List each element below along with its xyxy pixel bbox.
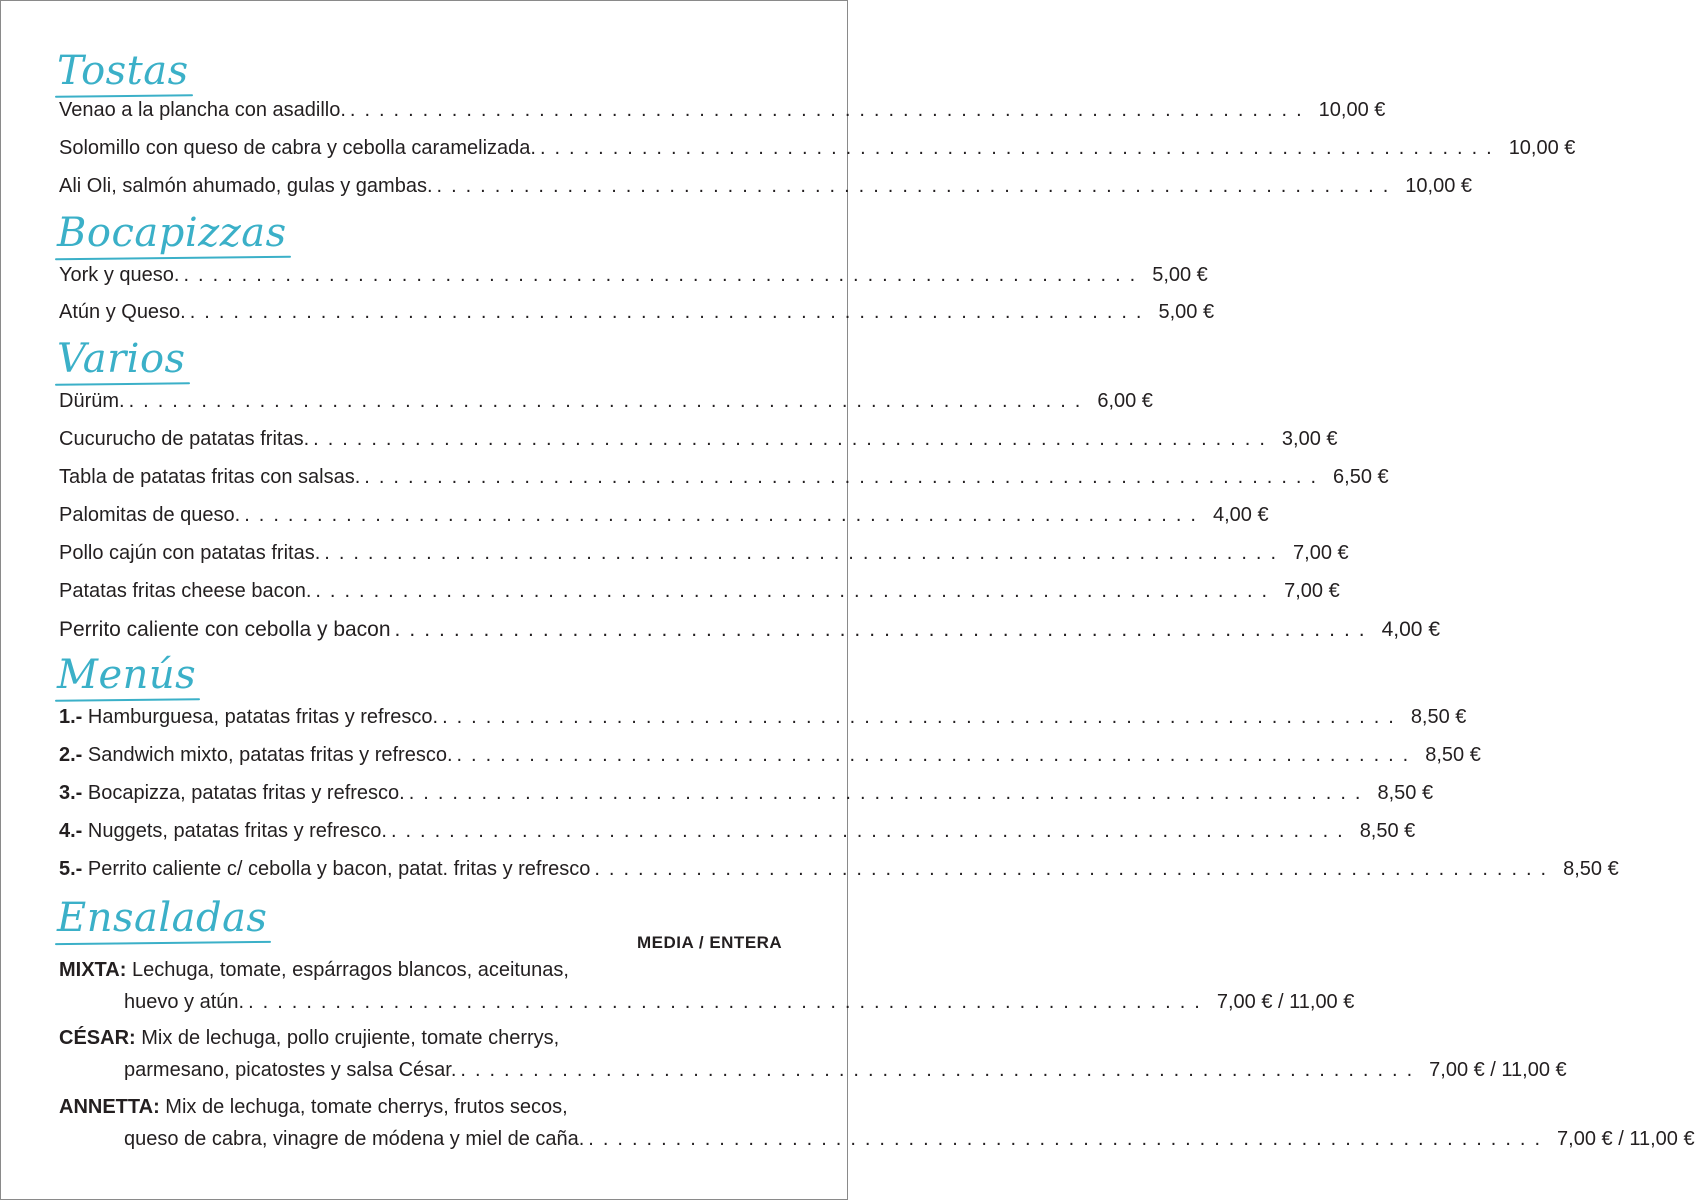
menu-item: parmesano, picatostes y salsa César. .................................................................. 7,00 € / 11,00 € <box>124 1059 1567 1081</box>
menu-item: Perrito caliente con cebolla y bacon .................................................................. 4,00 € <box>59 618 1440 641</box>
section-title-menus: Menús <box>57 655 196 695</box>
menu-item: Pollo cajún con patatas fritas. .................................................................. 7,00 € <box>59 542 1349 564</box>
salad-name: CÉSAR: <box>59 1027 136 1049</box>
menu-item: 5.- Perrito caliente c/ cebolla y bacon, patat. fritas y refresco .................................................................. 8,50 € <box>59 858 1619 880</box>
salad-description: MIXTA: Lechuga, tomate, espárragos blancos, aceitunas, <box>59 959 569 981</box>
item-price: 8,50 € <box>1410 706 1467 728</box>
item-price: 8,50 € <box>1377 782 1434 804</box>
menu-item: Cucurucho de patatas fritas. .................................................................. 3,00 € <box>59 428 1338 450</box>
item-price: 8,50 € <box>1425 744 1481 766</box>
salad-name: MIXTA: <box>59 959 127 981</box>
menu-item: Tabla de patatas fritas con salsas. .................................................................. 6,50 € <box>59 466 1389 488</box>
item-price: 10,00 € <box>1405 175 1472 197</box>
menu-number: 1.- <box>59 706 83 728</box>
item-price: 8,50 € <box>1563 858 1619 880</box>
item-price: 3,00 € <box>1281 428 1338 450</box>
salad-name: ANNETTA: <box>59 1096 160 1118</box>
menu-item: Ali Oli, salmón ahumado, gulas y gambas. .................................................................. 10,00 € <box>59 175 1472 197</box>
item-price: 4,00 € <box>1381 618 1440 641</box>
item-price: 4,00 € <box>1212 504 1269 526</box>
menu-item: Venao a la plancha con asadillo. .................................................................. 10,00 € <box>59 99 1386 121</box>
menu-number: 4.- <box>59 820 83 842</box>
section-title-varios: Varios <box>57 339 186 379</box>
menu-number: 3.- <box>59 782 83 804</box>
item-price: 7,00 € <box>1293 542 1349 564</box>
price-column-header: MEDIA / ENTERA <box>637 933 783 952</box>
item-price: 10,00 € <box>1318 99 1386 121</box>
section-title-ensaladas: Ensaladas <box>57 898 267 938</box>
menu-item: 2.- Sandwich mixto, patatas fritas y refresco. .................................................................. 8,50 € <box>59 744 1481 766</box>
salad-description: CÉSAR: Mix de lechuga, pollo crujiente, tomate cherrys, <box>59 1027 560 1049</box>
menu-item: Dürüm. .................................................................. 6,00 € <box>59 390 1153 412</box>
item-price: 5,00 € <box>1158 301 1215 323</box>
menu-item: 3.- Bocapizza, patatas fritas y refresco. .................................................................. 8,50 € <box>59 782 1434 804</box>
menu-item: Atún y Queso. .................................................................. 5,00 € <box>59 301 1215 323</box>
item-price: 7,00 € / 11,00 € <box>1429 1059 1567 1081</box>
menu-item: Solomillo con queso de cabra y cebolla caramelizada. .................................................................. 10,00 € <box>59 137 1576 159</box>
item-price: 8,50 € <box>1359 820 1416 842</box>
item-price: 7,00 € / 11,00 € <box>1557 1128 1695 1150</box>
section-title-bocapizzas: Bocapizzas <box>57 213 287 253</box>
item-price: 7,00 € <box>1284 580 1340 602</box>
menu-number: 5.- <box>59 858 83 880</box>
menu-item: queso de cabra, vinagre de módena y miel de caña. .................................................................. 7,00 € / 11,00 € <box>124 1128 1695 1150</box>
item-price: 6,00 € <box>1097 390 1153 412</box>
menu-item: 4.- Nuggets, patatas fritas y refresco. .................................................................. 8,50 € <box>59 820 1416 842</box>
menu-item: York y queso. .................................................................. 5,00 € <box>59 264 1208 286</box>
item-price: 6,50 € <box>1333 466 1389 488</box>
menu-item: Patatas fritas cheese bacon. .................................................................. 7,00 € <box>59 580 1340 602</box>
salad-description: ANNETTA: Mix de lechuga, tomate cherrys, frutos secos, <box>59 1096 568 1118</box>
item-price: 7,00 € / 11,00 € <box>1216 991 1355 1013</box>
item-price: 5,00 € <box>1152 264 1208 286</box>
item-price: 10,00 € <box>1508 137 1576 159</box>
menu-item: 1.- Hamburguesa, patatas fritas y refresco. .................................................................. 8,50 € <box>59 706 1467 728</box>
section-title-tostas: Tostas <box>57 51 189 91</box>
menu-item: huevo y atún. .................................................................. 7,00 € / 11,00 € <box>124 991 1355 1013</box>
menu-item: Palomitas de queso. .................................................................. 4,00 € <box>59 504 1269 526</box>
menu-number: 2.- <box>59 744 83 766</box>
